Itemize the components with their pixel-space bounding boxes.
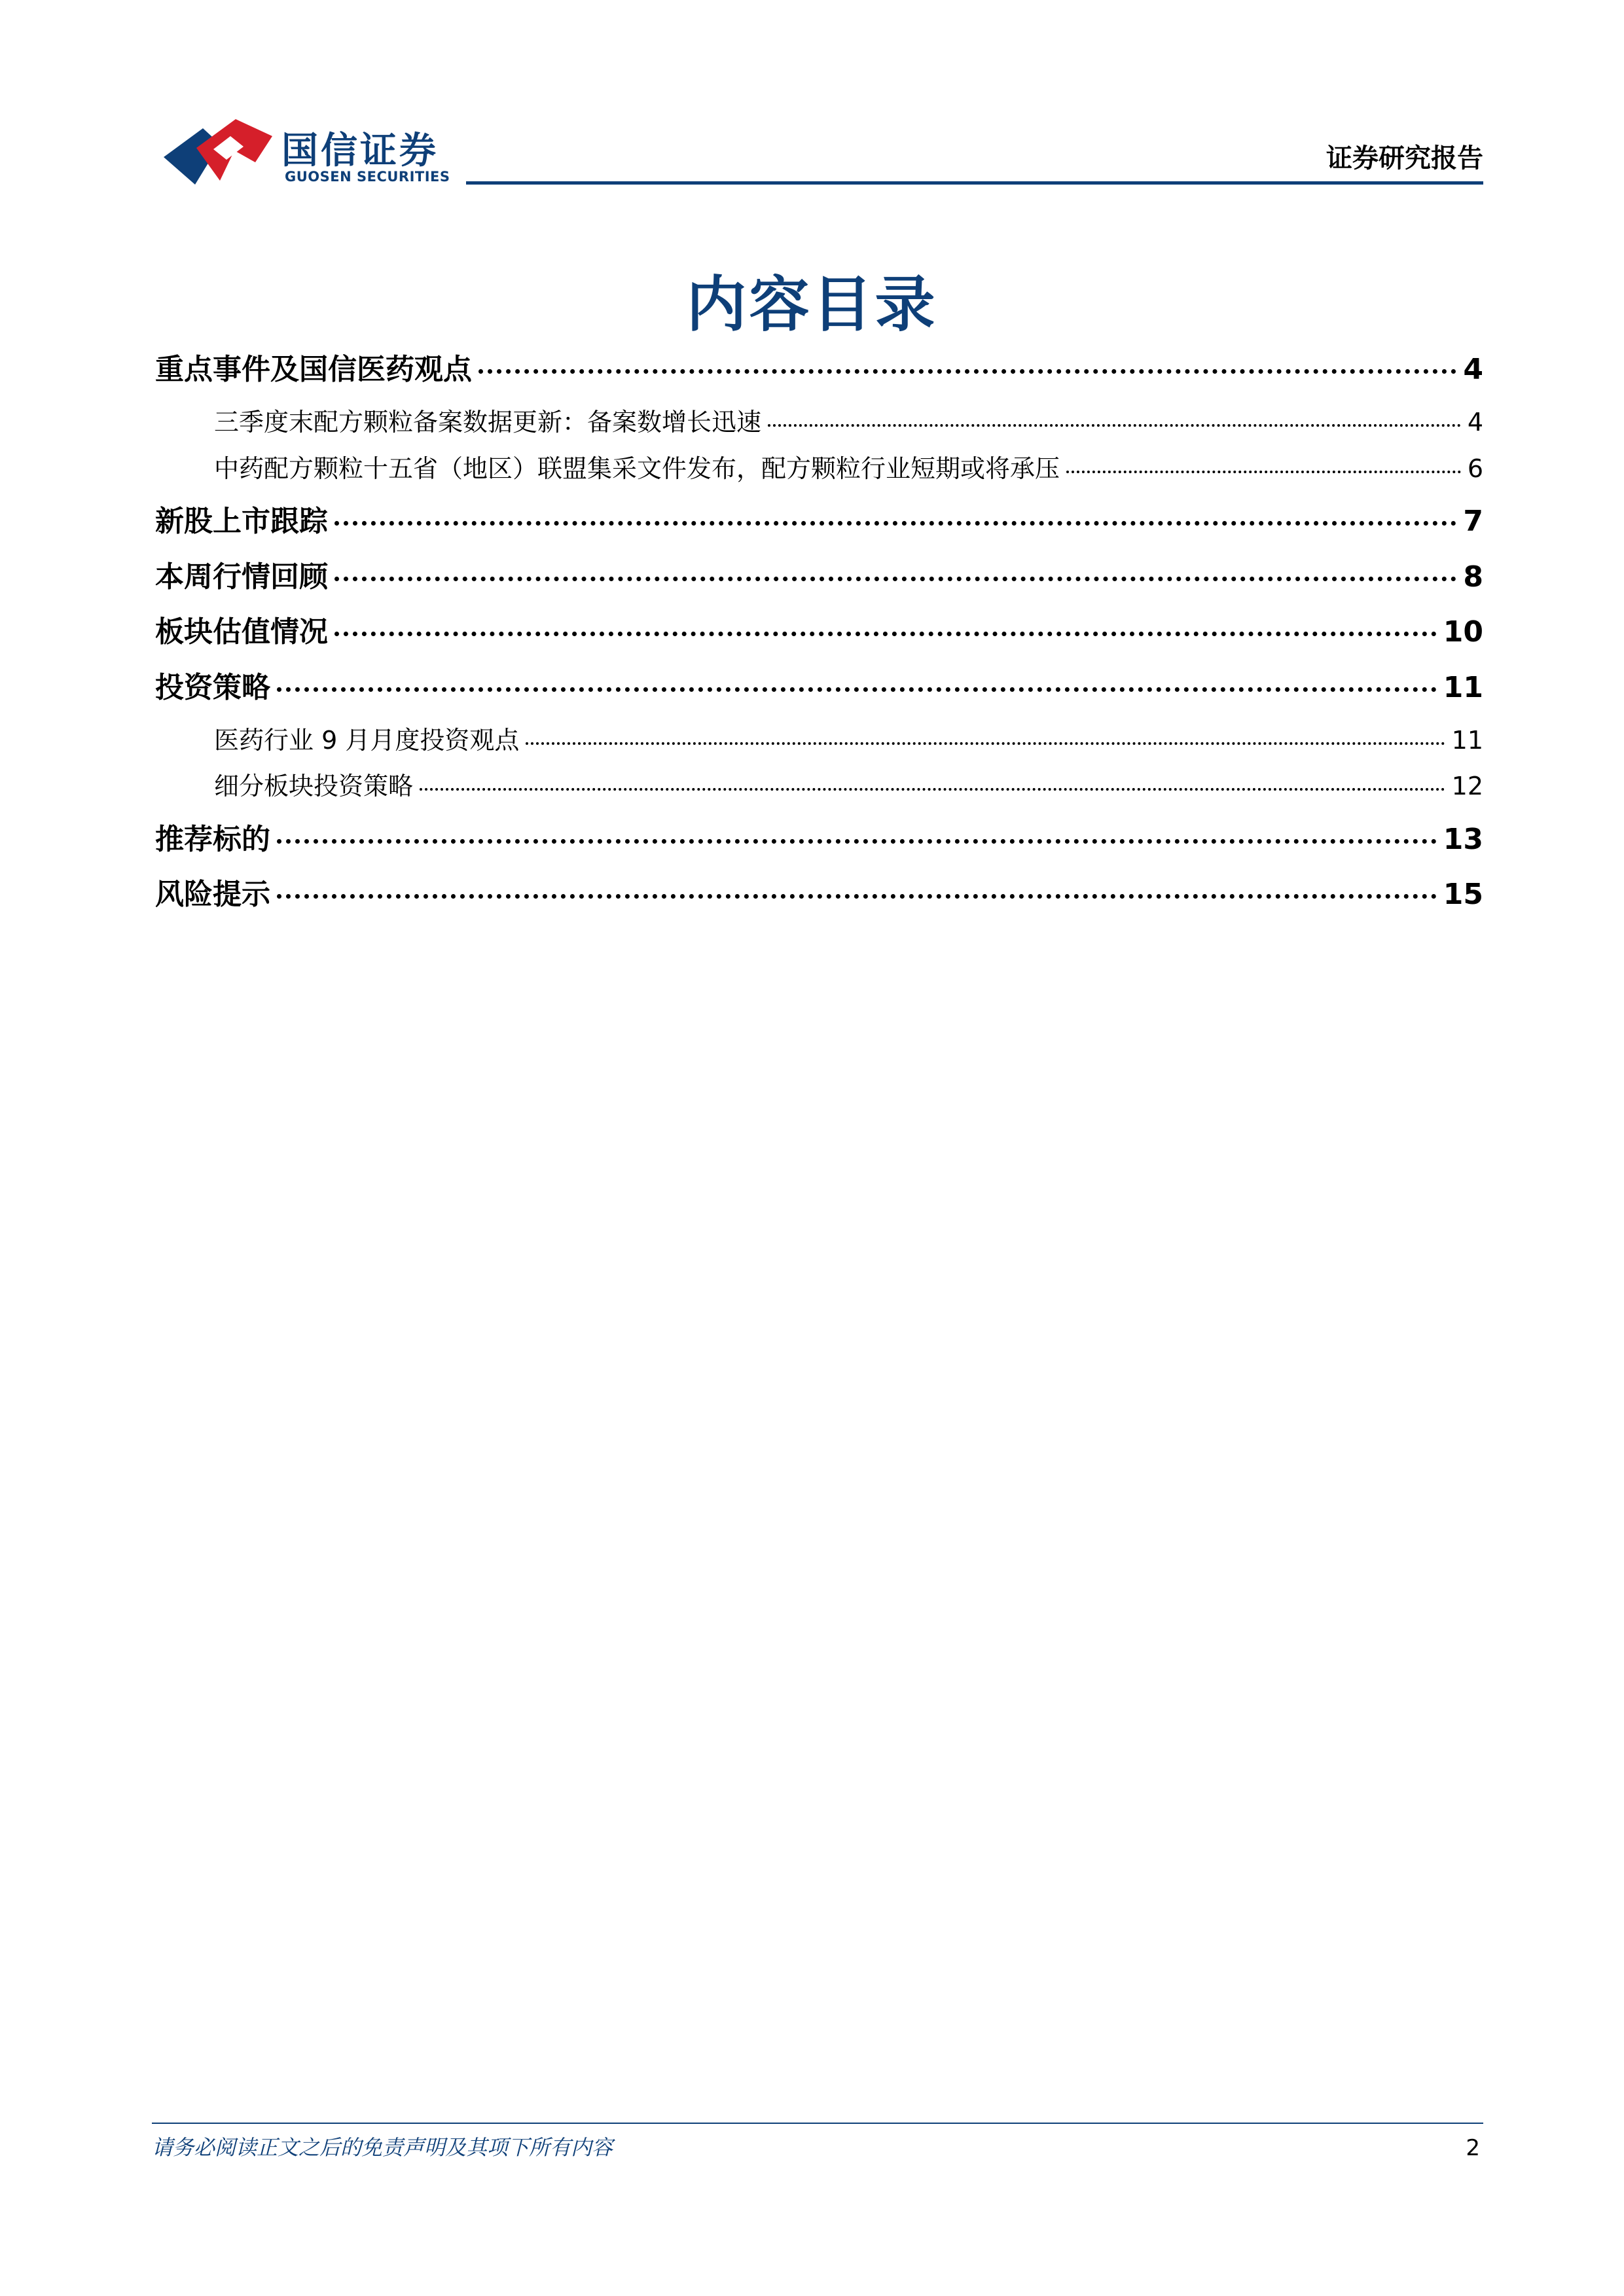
- toc-entry-page: 11: [1443, 671, 1483, 704]
- toc-entry-label: 风险提示: [155, 878, 270, 911]
- toc-leader-dots: [334, 577, 1456, 581]
- toc-entry[interactable]: [155, 720, 1483, 754]
- toc-leader-dots: [768, 424, 1461, 427]
- toc-entry[interactable]: [155, 402, 1483, 436]
- toc-entry-page: 4: [1463, 353, 1483, 386]
- footer-disclaimer: 请务必阅读正文之后的免责声明及其项下所有内容: [152, 2135, 613, 2160]
- toc-entry-label: 中药配方颗粒十五省（地区）联盟集采文件发布，配方颗粒行业短期或将承压: [214, 454, 1060, 483]
- page-number: 2: [1466, 2135, 1480, 2161]
- toc-entry-label: 板块估值情况: [155, 615, 328, 649]
- toc-entry[interactable]: [155, 448, 1483, 482]
- toc-entry[interactable]: [155, 553, 1483, 592]
- footer-divider: [152, 2123, 1483, 2124]
- toc-leader-dots: [526, 742, 1445, 745]
- toc-entry-page: 4: [1467, 408, 1483, 437]
- toc-entry-page: 11: [1451, 726, 1483, 755]
- toc-leader-dots: [277, 687, 1437, 692]
- logo-english-name: GUOSEN SECURITIES: [285, 169, 450, 185]
- toc-title: 内容目录: [686, 270, 938, 340]
- toc-leader-dots: [478, 369, 1456, 374]
- toc-entry-page: 12: [1451, 772, 1483, 800]
- toc-entry-page: 6: [1467, 454, 1483, 483]
- toc-entry-label: 本周行情回顾: [155, 560, 328, 594]
- toc-entry-page: 15: [1443, 878, 1483, 911]
- toc-leader-dots: [277, 839, 1437, 844]
- toc-entry-page: 10: [1443, 615, 1483, 649]
- toc-entry-label: 细分板块投资策略: [214, 772, 414, 800]
- guosen-logo: [157, 117, 450, 188]
- toc-entry[interactable]: [155, 608, 1483, 647]
- toc-entry-page: 8: [1463, 560, 1483, 594]
- report-type-label: 证券研究报告: [1326, 143, 1483, 173]
- toc-leader-dots: [277, 894, 1437, 899]
- toc-entry[interactable]: [155, 497, 1483, 537]
- toc-entry-page: 7: [1463, 505, 1483, 538]
- toc-entry[interactable]: [155, 346, 1483, 385]
- toc-entry[interactable]: [155, 870, 1483, 910]
- toc-entry[interactable]: [155, 664, 1483, 703]
- toc-entry[interactable]: [155, 816, 1483, 855]
- toc-leader-dots: [1066, 471, 1461, 473]
- guosen-logo-mark-icon: [157, 117, 275, 188]
- toc-entry-label: 三季度末配方颗粒备案数据更新：备案数增长迅速: [214, 408, 762, 437]
- toc-entry-label: 医药行业 9 月月度投资观点: [214, 726, 520, 755]
- toc-entry-label: 重点事件及国信医药观点: [155, 353, 472, 386]
- toc-entry[interactable]: [155, 766, 1483, 800]
- toc-leader-dots: [334, 632, 1437, 636]
- toc-entry-page: 13: [1443, 823, 1483, 856]
- toc-leader-dots: [334, 521, 1456, 526]
- toc-leader-dots: [420, 788, 1445, 791]
- logo-chinese-name: 国信证券: [281, 130, 439, 172]
- toc-entry-label: 投资策略: [155, 671, 270, 704]
- toc-entry-label: 新股上市跟踪: [155, 505, 328, 538]
- toc-entry-label: 推荐标的: [155, 823, 270, 856]
- header-divider: [466, 181, 1483, 185]
